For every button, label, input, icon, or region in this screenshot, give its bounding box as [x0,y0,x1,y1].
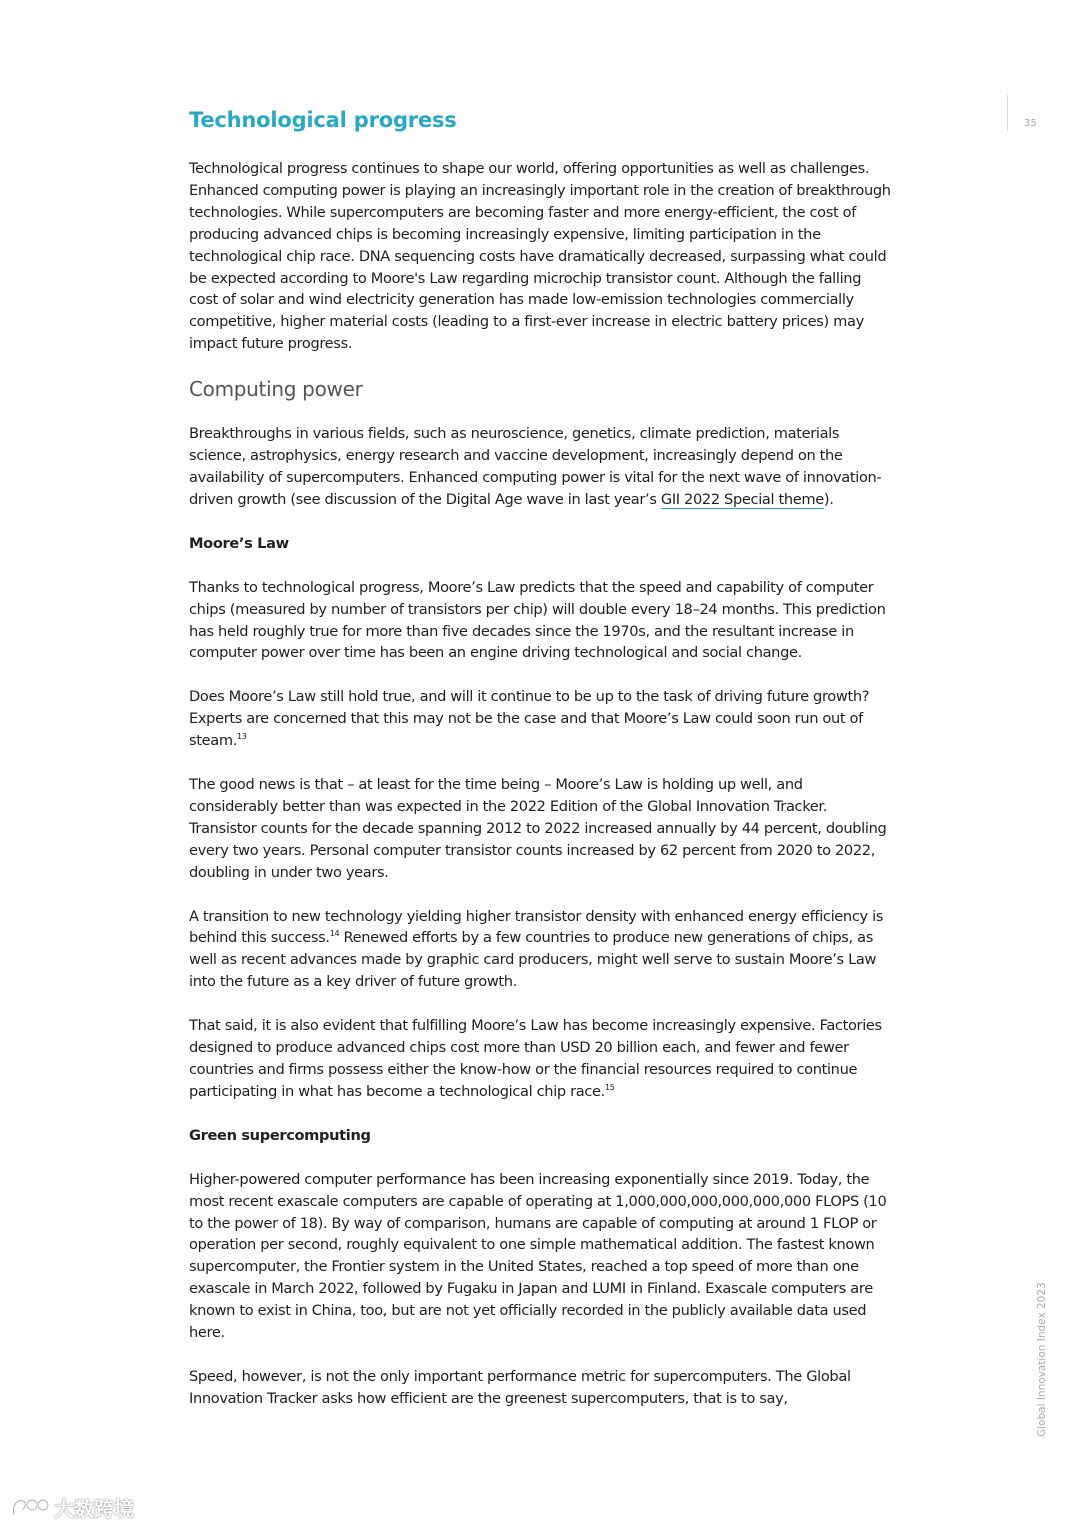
footnote-14[interactable]: 14 [329,929,340,939]
running-footer-label: Global Innovation Index 2023 [1036,1282,1048,1437]
page-number-divider [1007,95,1008,131]
watermark-text: 大数跨境 [54,1497,134,1521]
subsection-title-computing-power: Computing power [189,377,363,402]
computing-power-text-end: ). [823,490,834,508]
green-supercomputing-paragraph-1: Higher-powered computer performance has been increasing exponentially since 2019. Today, the most recent exascale computers are capable of operating at 1,000,000,000,000,000,000 FLOPS (10 to the power of 18). By way of comparison, humans are capable of computing at around 1 FLOP or operation per second, roughly equivalent to one simple mathematical addition. The fastest known supercomputer, the Frontier system in the United States, reached a top speed of more than one exascale in March 2022, followed by Fugaku in Japan and LUMI in Finland. Exascale computers are known to exist in China, too, but are not yet officially recorded in the publicly available data used here. [189,1170,887,1342]
moores-law-paragraph-5 [189,1015,894,1103]
heading-moores-law: Moore’s Law [189,534,289,552]
moores-law-paragraph-4-text-a: A transition to new technology yielding higher transistor density with enhanced energy efficiency is behind this success. [189,907,884,947]
moores-law-paragraph-2 [189,686,894,752]
computing-power-paragraph [189,423,894,511]
page-number: 35 [1024,118,1037,129]
moores-law-paragraph-4-text-b: Renewed efforts by a few countries to produce new generations of chips, as well as recent advances made by graphic card producers, might well serve to sustain Moore’s Law into the future as a key driver of future growth. [189,929,877,991]
moores-law-paragraph-5-text: That said, it is also evident that fulfilling Moore’s Law has become increasingly expensive. Factories designed to produce advanced chips cost more than USD 20 billion each, and fewer and fewer countries and firms possess either the know-how or the financial resources required to continue participating in what has become a technological chip race. [189,1017,882,1100]
moores-law-paragraph-3: The good news is that – at least for the time being – Moore’s Law is holding up well, and considerably better than was expected in the 2022 Edition of the Global Innovation Tracker. Transistor counts for the decade spanning 2012 to 2022 increased annually by 44 percent, doubling every two years. Personal computer transistor counts increased by 62 percent from 2020 to 2022, doubling in under two years. [189,776,887,881]
section-title: Technological progress [189,108,457,132]
moores-law-paragraph-4 [189,906,894,994]
watermark [10,1493,134,1522]
moores-law-paragraph-2-text: Does Moore’s Law still hold true, and will it continue to be up to the task of driving future growth? Experts are concerned that this may not be the case and that Moore’s Law could soon run out of steam. [189,688,870,750]
section-intro-paragraph: Technological progress continues to shape our world, offering opportunities as well as challenges. Enhanced computing power is playing an increasingly important role in the creation of breakthrough technologies. While supercomputers are becoming faster and more energy-efficient, the cost of producing advanced chips is becoming increasingly expensive, limiting participation in the technological chip race. DNA sequencing costs have dramatically decreased, surpassing what could be expected according to Moore's Law regarding microchip transistor count. Although the falling cost of solar and wind electricity generation has made low-emission technologies commercially competitive, higher material costs (leading to a first-ever increase in electric battery prices) may impact future progress. [189,160,891,353]
green-supercomputing-paragraph-2: Speed, however, is not the only important performance metric for supercomputers. The Global Innovation Tracker asks how efficient are the greenest supercomputers, that is to say, [189,1367,851,1407]
heading-green-supercomputing: Green supercomputing [189,1126,371,1144]
document-body [189,108,894,1432]
footnote-15[interactable]: 15 [604,1082,615,1092]
moores-law-paragraph-1: Thanks to technological progress, Moore’s Law predicts that the speed and capability of computer chips (measured by number of transistors per chip) will double every 18–24 months. This prediction has held roughly true for more than five decades since the 1970s, and the resultant increase in computer power over time has been an engine driving technological and social change. [189,578,886,662]
footnote-13[interactable]: 13 [237,732,247,742]
computing-power-text: Breakthroughs in various fields, such as neuroscience, genetics, climate prediction, materials science, astrophysics, energy research and vaccine development, increasingly depend on the availability of supercomputers. Enhanced computing power is vital for the next wave of innovation-driven growth (see discussion of the Digital Age wave in last year’s [189,425,882,508]
gii-2022-special-theme-link[interactable]: GII 2022 Special theme [660,490,824,508]
watermark-logo-icon [10,1495,50,1521]
